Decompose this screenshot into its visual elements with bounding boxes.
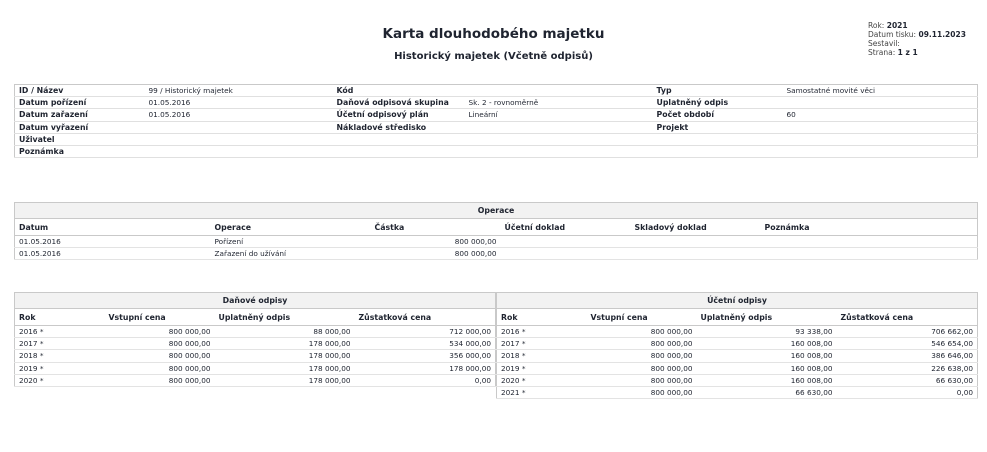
accounting-cell: 160 008,00 [697,362,837,374]
table-row [497,350,978,362]
accounting-cell: 66 630,00 [697,386,837,398]
info-label: Datum pořízení [15,97,145,109]
tax-column-header: Rok [15,309,105,326]
operations-cell [631,248,761,260]
tax-cell: 2018 * [15,350,105,362]
info-value [465,85,653,97]
table-row [15,338,496,350]
info-row [15,85,978,97]
accounting-cell: 93 338,00 [697,326,837,338]
print-meta [868,21,966,57]
info-value: 99 / Historický majetek [145,85,333,97]
print-date-value: 09.11.2023 [918,30,966,39]
tax-cell: 712 000,00 [355,326,496,338]
page-label: Strana: [868,48,896,57]
accounting-cell: 160 008,00 [697,350,837,362]
operations-cell: Pořízení [211,236,371,248]
accounting-title: Účetní odpisy [497,293,978,309]
tax-cell: 2017 * [15,338,105,350]
accounting-cell: 2021 * [497,386,587,398]
tax-cell: 2020 * [15,374,105,386]
table-row [497,386,978,398]
operations-column-header: Účetní doklad [501,219,631,236]
info-row [15,121,978,133]
info-label [653,133,783,145]
info-label: Datum vyřazení [15,121,145,133]
page-title: Karta dlouhodobého majetku [382,26,605,42]
operations-cell: 01.05.2016 [15,236,211,248]
accounting-cell: 2020 * [497,374,587,386]
accounting-column-header: Zůstatková cena [837,309,978,326]
info-label: Typ [653,85,783,97]
tax-cell: 800 000,00 [105,374,215,386]
operations-cell: 800 000,00 [371,236,501,248]
accounting-cell: 160 008,00 [697,338,837,350]
operations-cell: 800 000,00 [371,248,501,260]
info-value [783,145,978,157]
info-label: Datum zařazení [15,109,145,121]
tax-column-header: Uplatněný odpis [215,309,355,326]
operations-cell: Zařazení do užívání [211,248,371,260]
accounting-cell: 0,00 [837,386,978,398]
info-value: Sk. 2 - rovnoměrně [465,97,653,109]
print-date-label: Datum tisku: [868,30,917,39]
operations-cell [501,236,631,248]
info-value: 01.05.2016 [145,109,333,121]
tax-cell: 88 000,00 [215,326,355,338]
info-value [783,133,978,145]
table-row [497,362,978,374]
tax-cell: 178 000,00 [215,350,355,362]
tax-cell: 2016 * [15,326,105,338]
tax-cell: 0,00 [355,374,496,386]
info-label: ID / Název [15,85,145,97]
info-row [15,133,978,145]
accounting-cell: 800 000,00 [587,362,697,374]
accounting-cell: 800 000,00 [587,326,697,338]
accounting-cell: 160 008,00 [697,374,837,386]
accounting-column-header: Rok [497,309,587,326]
tax-column-header: Vstupní cena [105,309,215,326]
info-row [15,145,978,157]
tax-cell: 800 000,00 [105,338,215,350]
info-value [145,145,333,157]
operations-cell [501,248,631,260]
info-label: Počet období [653,109,783,121]
accounting-column-header: Uplatněný odpis [697,309,837,326]
table-row [15,362,496,374]
info-label [333,133,465,145]
info-row [15,109,978,121]
info-label: Projekt [653,121,783,133]
operations-column-header: Datum [15,219,211,236]
author-label: Sestavil: [868,39,900,48]
operations-column-header: Částka [371,219,501,236]
operations-table [14,202,978,260]
tax-title: Daňové odpisy [15,293,496,309]
info-value [783,97,978,109]
operations-cell: 01.05.2016 [15,248,211,260]
operations-title: Operace [15,203,978,219]
accounting-cell: 66 630,00 [837,374,978,386]
operations-column-header: Poznámka [761,219,978,236]
table-row [15,236,978,248]
accounting-cell: 800 000,00 [587,374,697,386]
info-label: Uplatněný odpis [653,97,783,109]
accounting-cell: 2018 * [497,350,587,362]
tax-cell: 356 000,00 [355,350,496,362]
table-row [497,326,978,338]
tax-column-header: Zůstatková cena [355,309,496,326]
tax-cell: 2019 * [15,362,105,374]
tax-cell: 178 000,00 [215,362,355,374]
tax-cell: 178 000,00 [355,362,496,374]
accounting-column-header: Vstupní cena [587,309,697,326]
info-label: Účetní odpisový plán [333,109,465,121]
operations-cell [761,236,978,248]
tax-cell: 534 000,00 [355,338,496,350]
info-value [465,121,653,133]
info-value: 01.05.2016 [145,97,333,109]
accounting-cell: 2019 * [497,362,587,374]
table-row [497,338,978,350]
info-label: Kód [333,85,465,97]
info-label [333,145,465,157]
accounting-cell: 800 000,00 [587,338,697,350]
year-value: 2021 [886,21,908,30]
page-value: 1 z 1 [897,48,918,57]
accounting-cell: 386 646,00 [837,350,978,362]
tax-cell: 800 000,00 [105,362,215,374]
operations-column-header: Operace [211,219,371,236]
info-value [783,121,978,133]
info-value [465,145,653,157]
info-label: Uživatel [15,133,145,145]
table-row [15,350,496,362]
info-value: Samostatné movité věci [783,85,978,97]
info-label: Nákladové středisko [333,121,465,133]
accounting-cell: 2016 * [497,326,587,338]
info-value [145,133,333,145]
tax-cell: 178 000,00 [215,374,355,386]
operations-cell [631,236,761,248]
accounting-cell: 706 662,00 [837,326,978,338]
accounting-cell: 800 000,00 [587,350,697,362]
info-value [465,133,653,145]
table-row [15,374,496,386]
accounting-cell: 226 638,00 [837,362,978,374]
page-subtitle: Historický majetek (Včetně odpisů) [394,51,593,62]
accounting-cell: 2017 * [497,338,587,350]
operations-cell [761,248,978,260]
accounting-cell: 546 654,00 [837,338,978,350]
asset-info-table [14,84,978,158]
operations-column-header: Skladový doklad [631,219,761,236]
year-label: Rok: [868,21,885,30]
tax-cell: 800 000,00 [105,350,215,362]
accounting-cell: 800 000,00 [587,386,697,398]
info-label [653,145,783,157]
tax-cell: 800 000,00 [105,326,215,338]
info-value [145,121,333,133]
info-value: 60 [783,109,978,121]
table-row [497,374,978,386]
accounting-depreciation-table [496,292,978,399]
info-label: Daňová odpisová skupina [333,97,465,109]
tax-cell: 178 000,00 [215,338,355,350]
info-label: Poznámka [15,145,145,157]
table-row [15,248,978,260]
info-value: Lineární [465,109,653,121]
table-row [15,326,496,338]
info-row [15,97,978,109]
tax-depreciation-table [14,292,496,387]
